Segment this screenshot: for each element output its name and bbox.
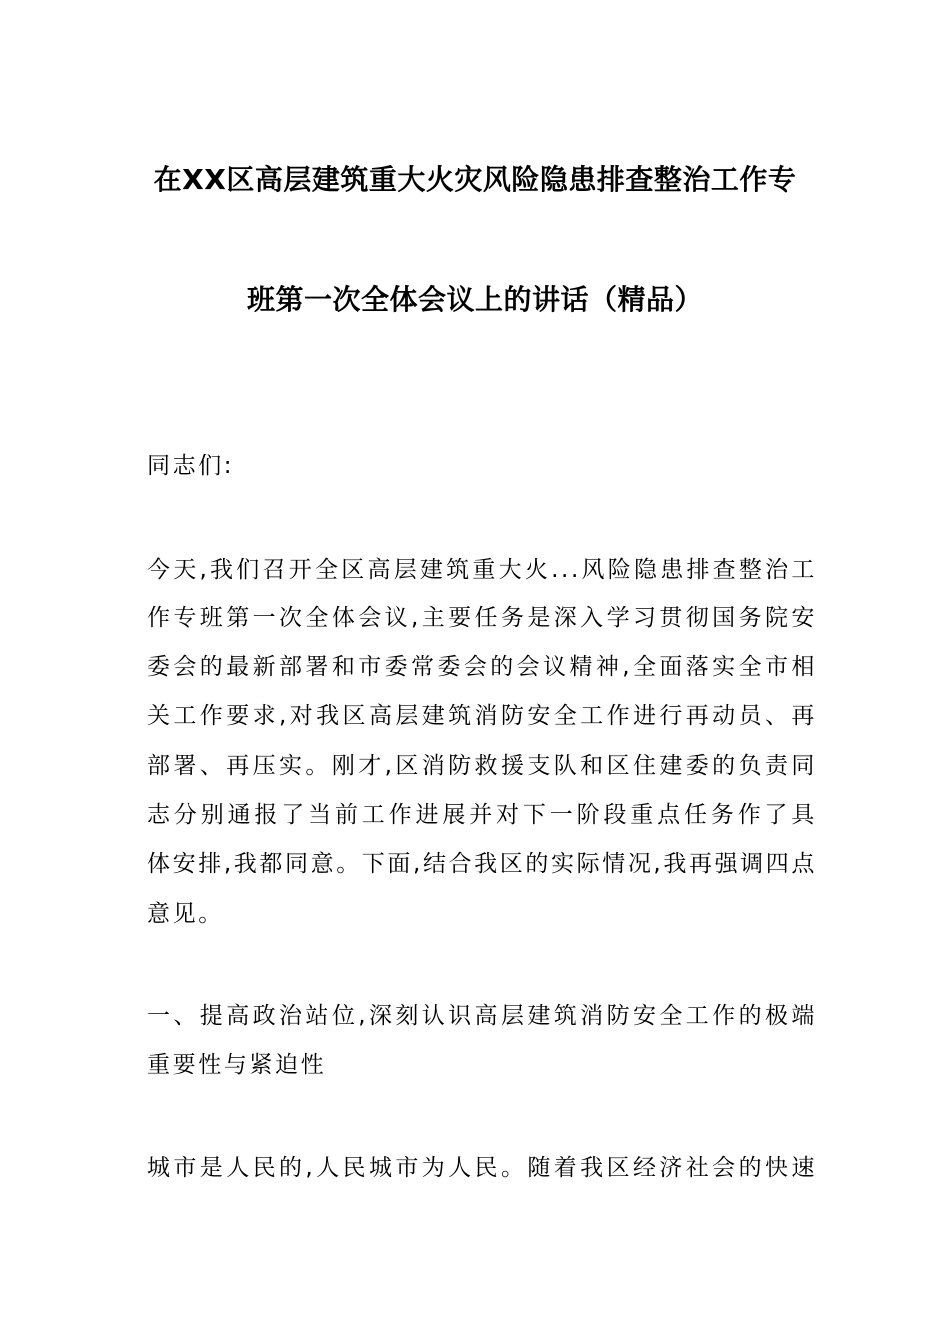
paragraph-line: 今天,我们召开全区高层建筑重大火...风险隐患排查整治工 [147, 557, 817, 583]
paragraph-line: 委会的最新部署和市委常委会的会议精神,全面落实全市相 [147, 654, 817, 680]
paragraph-line: 意见。 [147, 901, 224, 927]
paragraph-line: 志分别通报了当前工作进展并对下一阶段重点任务作了具 [147, 802, 817, 828]
document-title-line-2: 班第一次全体会议上的讲话（精品） [246, 283, 703, 316]
paragraph-line: 部署、再压实。刚才,区消防救援支队和区住建委的负责同 [147, 753, 817, 779]
paragraph-line: 体安排,我都同意。下面,结合我区的实际情况,我再强调四点 [147, 851, 817, 877]
paragraph-line: 作专班第一次全体会议,主要任务是深入学习贯彻国务院安 [147, 605, 817, 631]
paragraph-line: 城市是人民的,人民城市为人民。随着我区经济社会的快速 [147, 1155, 817, 1181]
heading-line: 一、提高政治站位,深刻认识高层建筑消防安全工作的极端 [147, 1003, 817, 1029]
paragraph-line: 关工作要求,对我区高层建筑消防安全工作进行再动员、再 [147, 703, 817, 729]
heading-line: 重要性与紧迫性 [147, 1052, 327, 1078]
document-title-line-1: 在XX区高层建筑重大火灾风险隐患排查整治工作专 [153, 163, 797, 196]
salutation: 同志们: [147, 453, 235, 479]
